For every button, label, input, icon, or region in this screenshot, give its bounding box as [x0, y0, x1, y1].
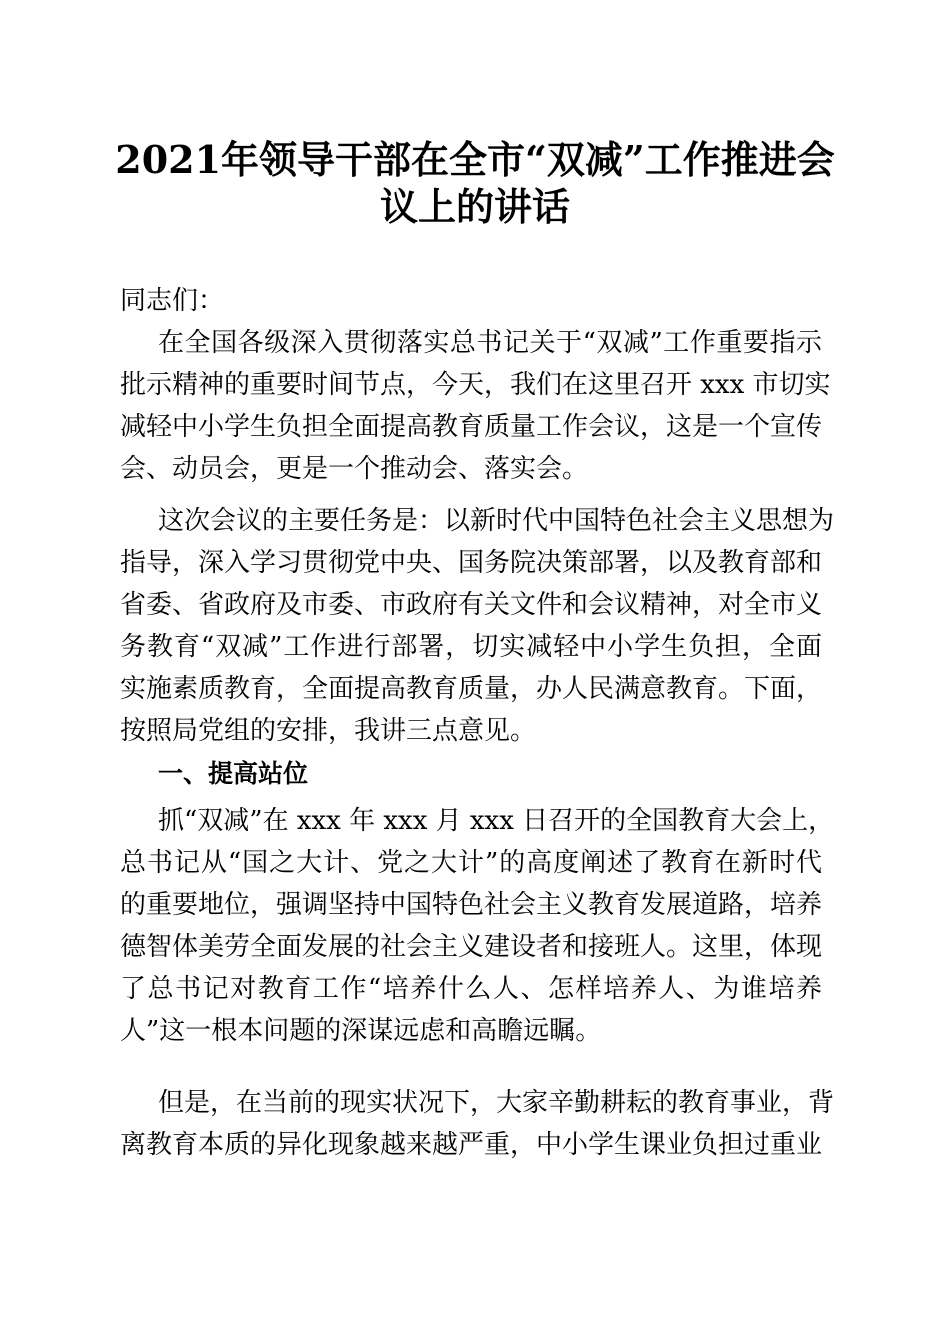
- paragraph-2-line-1: 这次会议的主要任务是：以新时代中国特色社会主义思想为: [158, 506, 835, 536]
- paragraph-3-line-4: 德智体美劳全面发展的社会主义建设者和接班人。这里，体现: [120, 932, 823, 962]
- paragraph-4-line-1: 但是，在当前的现实状况下，大家辛勤耕耘的教育事业，背: [158, 1088, 835, 1118]
- paragraph-2-line-3: 省委、省政府及市委、市政府有关文件和会议精神，对全市义: [120, 590, 823, 620]
- paragraph-1-line-1: 在全国各级深入贯彻落实总书记关于“双减”工作重要指示: [158, 328, 822, 358]
- paragraph-2-line-6: 按照局党组的安排，我讲三点意见。: [120, 716, 537, 746]
- paragraph-2-line-4: 务教育“双减”工作进行部署，切实减轻中小学生负担，全面: [120, 632, 822, 662]
- document-title-line-2: 议上的讲话: [379, 184, 570, 229]
- paragraph-1-line-2: 批示精神的重要时间节点，今天，我们在这里召开 xxx 市切实: [120, 370, 831, 400]
- paragraph-3-line-3: 的重要地位，强调坚持中国特色社会主义教育发展道路，培养: [120, 890, 823, 920]
- paragraph-4-line-2: 离教育本质的异化现象越来越严重，中小学生课业负担过重业: [120, 1130, 823, 1160]
- paragraph-1-line-3: 减轻中小学生负担全面提高教育质量工作会议，这是一个宣传: [120, 412, 823, 442]
- paragraph-1-line-4: 会、动员会，更是一个推动会、落实会。: [120, 454, 589, 484]
- paragraph-2-line-5: 实施素质教育，全面提高教育质量，办人民满意教育。下面，: [120, 674, 823, 704]
- document-title-line-1: 2021年领导干部在全市“双减”工作推进会: [115, 137, 835, 182]
- paragraph-3-line-2: 总书记从“国之大计、党之大计”的高度阐述了教育在新时代: [120, 848, 822, 878]
- salutation: 同志们：: [120, 286, 225, 316]
- paragraph-3-line-5: 了总书记对教育工作“培养什么人、怎样培养人、为谁培养: [120, 974, 822, 1004]
- section-heading-1: 一、提高站位: [158, 759, 309, 788]
- paragraph-3-line-1: 抓“双减”在 xxx 年 xxx 月 xxx 日召开的全国教育大会上，: [158, 806, 835, 836]
- paragraph-3-line-6: 人”这一根本问题的深谋远虑和高瞻远瞩。: [120, 1016, 602, 1046]
- paragraph-2-line-2: 指导，深入学习贯彻党中央、国务院决策部署，以及教育部和: [120, 548, 823, 578]
